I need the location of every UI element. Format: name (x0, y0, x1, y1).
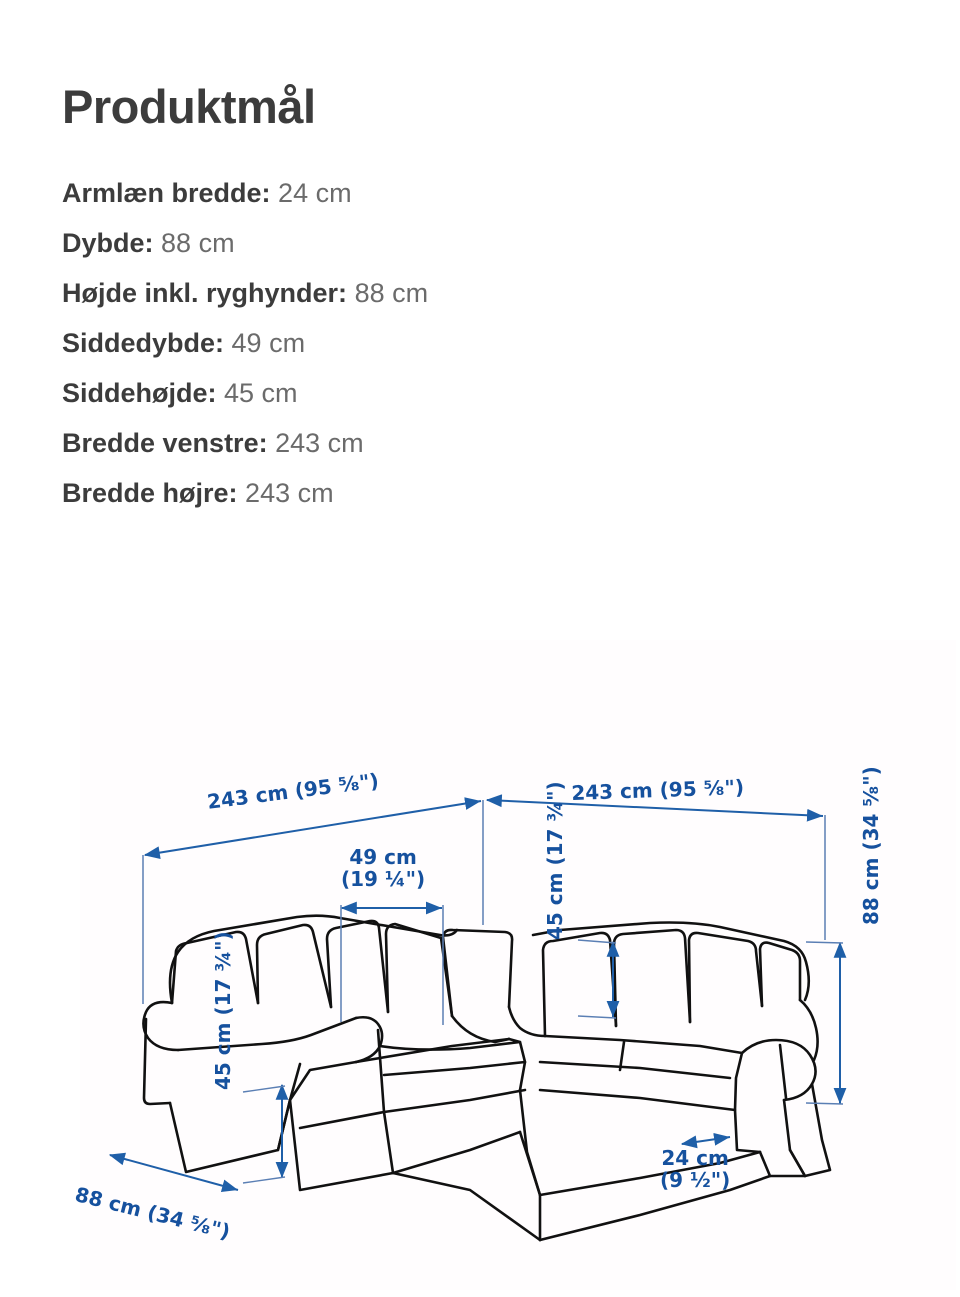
spec-value: 88 cm (354, 278, 429, 308)
spec-row-depth (62, 218, 902, 268)
dimension-label-arm-width (660, 1148, 730, 1191)
dimension-label-left-width: 243 cm (95 ⁵⁄₈") (205, 768, 381, 814)
spec-row-width-right (62, 468, 902, 518)
spec-value: 24 cm (278, 178, 352, 208)
spec-label: Siddehøjde: (62, 378, 217, 408)
dimension-label-seat-height-middle: 45 cm (17 ¾") (543, 781, 567, 940)
spec-value: 243 cm (245, 478, 334, 508)
dimension-label-seat-depth-cm: 49 cm (349, 845, 417, 869)
dimension-label-right-width: 243 cm (95 ⁵⁄₈") (570, 774, 745, 805)
spec-label: Bredde højre: (62, 478, 238, 508)
dimension-label-arm-width-inch: (9 ½") (660, 1167, 731, 1192)
page-title: Produktmål (62, 80, 316, 134)
dimension-label-seat-height-left: 45 cm (17 ¾") (211, 931, 235, 1090)
spec-label: Højde inkl. ryghynder: (62, 278, 348, 308)
dimension-label-depth: 88 cm (34 ⁵⁄₈") (72, 1182, 233, 1244)
product-dimensions-list (62, 168, 902, 518)
dimension-label-height-right: 88 cm (34 ⁵⁄₈") (859, 766, 883, 925)
spec-label: Bredde venstre: (62, 428, 268, 458)
spec-label: Siddedybde: (62, 328, 225, 358)
spec-row-height-incl-back-cushions (62, 268, 902, 318)
dimension-label-arm-width-cm: 24 cm (661, 1146, 729, 1170)
spec-row-armrest-width (62, 168, 902, 218)
spec-value: 45 cm (224, 378, 298, 408)
spec-label: Armlæn bredde: (62, 178, 271, 208)
spec-value: 243 cm (275, 428, 364, 458)
dimension-label-seat-depth-inch: (19 ¼") (341, 866, 426, 891)
spec-row-seat-depth (62, 318, 902, 368)
spec-value: 88 cm (161, 228, 235, 258)
spec-value: 49 cm (231, 328, 306, 358)
spec-row-seat-height (62, 368, 902, 418)
spec-row-width-left (62, 418, 902, 468)
dimension-label-seat-depth (341, 847, 425, 890)
spec-label: Dybde: (62, 228, 154, 258)
